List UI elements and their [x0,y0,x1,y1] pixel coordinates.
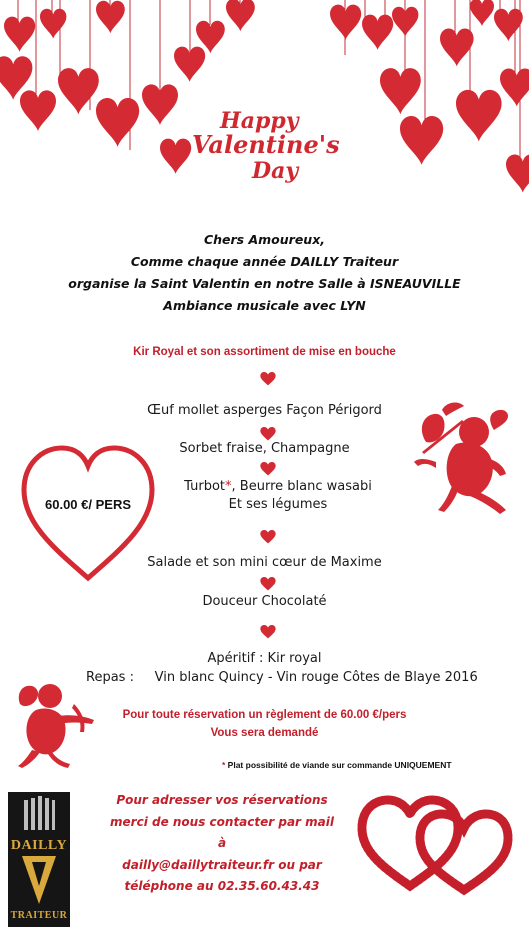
intro-text [0,229,529,317]
menu-course-3-line-1 [168,478,388,496]
menu-course-3 [168,478,388,514]
reservation-note [0,706,529,742]
intro-line-1: Chers Amoureux, [203,232,326,247]
reservation-line-2: Vous sera demandé [210,727,319,739]
course-3-star: * [225,479,232,494]
course-3-sauce: , Beurre blanc wasabi [231,479,372,494]
drinks-meal: Repas : Vin blanc Quincy - Vin rouge Côtes de Blaye 2016 [86,670,478,685]
title-line-happy: Happy [220,108,299,134]
footnote [222,760,452,770]
reservation-line-1: Pour toute réservation un règlement de 60.00 €/pers [122,709,407,721]
intro-line-3: organise la Saint Valentin en notre Salle à ISNEAUVILLE [68,276,461,291]
separator-heart-icon [260,427,276,441]
menu-course-5: Douceur Chocolaté [202,594,327,609]
price-label: 60.00 €/ PERS [45,497,131,512]
title-line-day: Day [252,158,299,184]
separator-heart-icon [260,372,276,386]
logo-building-icon [22,796,56,832]
price-heart-outline [18,442,158,584]
intro-line-4: Ambiance musicale avec LYN [163,298,366,313]
logo-subtitle: TRAITEUR [10,910,68,921]
contact-line-3: dailly@daillytraiteur.fr ou par [122,857,322,872]
drinks-aperitif: Apéritif : Kir royal [207,651,322,666]
footnote-text: Plat possibilité de viande sur commande UNIQUEMENT [225,760,452,770]
menu-course-4: Salade et son mini cœur de Maxime [147,555,382,570]
contact-line-1: Pour adresser vos réservations [116,793,328,807]
logo-name: DAILLY [10,838,68,853]
separator-heart-icon [260,577,276,591]
title-line-valentines: Valentine's [192,130,340,159]
intro-line-2: Comme chaque année DAILLY Traiteur [130,254,399,269]
separator-heart-icon [260,530,276,544]
footnote-star: * [222,760,226,770]
dailly-traiteur-logo [8,792,70,927]
valentines-day-title [180,108,350,190]
menu-course-2: Sorbet fraise, Champagne [179,441,350,456]
menu-aperitif-course: Kir Royal et son assortiment de mise en bouche [133,346,396,358]
contact-block [104,790,340,898]
logo-bow-tie-icon [22,856,56,904]
menu-course-3-line-2: Et ses légumes [228,497,328,512]
menu-course-1: Œuf mollet asperges Façon Périgord [147,403,382,418]
cupid-icon [412,400,516,518]
course-3-main: Turbot [184,479,226,494]
rose-hearts-decoration [354,786,514,898]
separator-heart-icon [260,462,276,476]
contact-line-4: téléphone au 02.35.60.43.43 [124,879,320,893]
separator-heart-icon [260,625,276,639]
contact-line-2: merci de nous contacter par mail à [110,814,334,850]
